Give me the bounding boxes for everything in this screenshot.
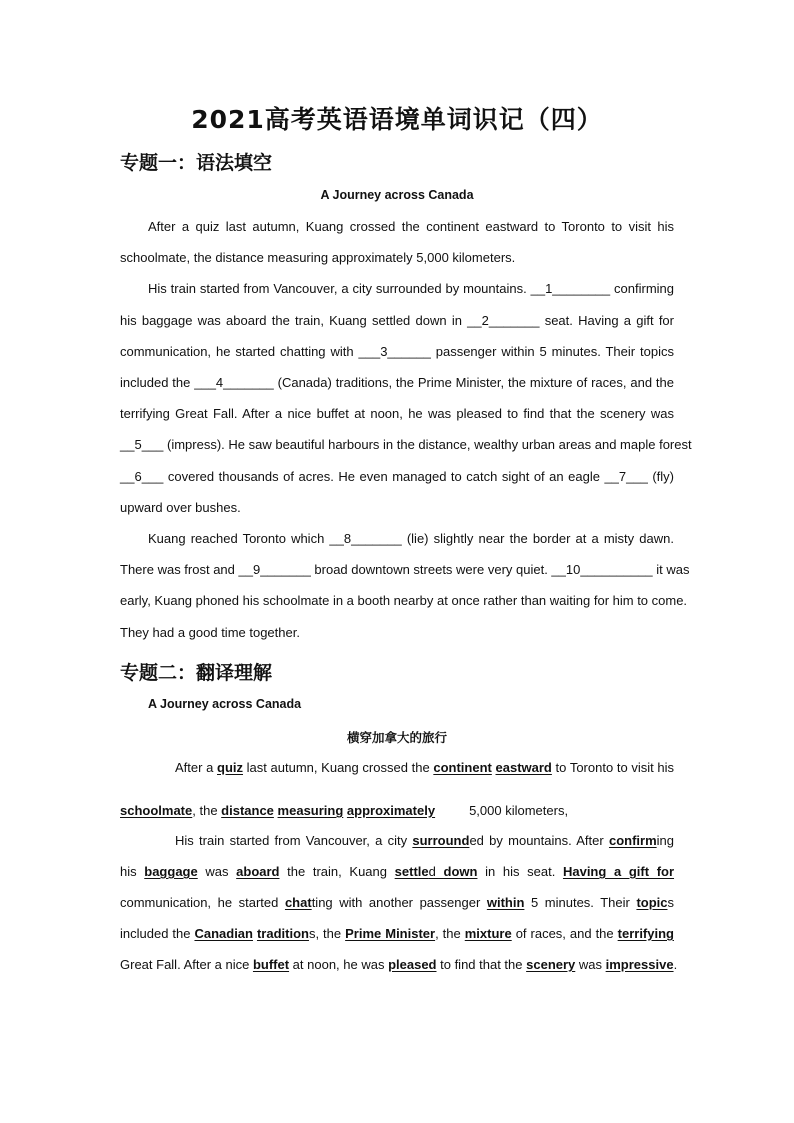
s2-line: included the Canadian traditions, the Prime Minister, the mixture of races, and the terrifying: [120, 926, 674, 941]
s1-line: After a quiz last autumn, Kuang crossed the continent eastward to Toronto to visit his: [148, 219, 674, 234]
s2-line: After a quiz last autumn, Kuang crossed the continent eastward to Toronto to visit his: [175, 760, 674, 775]
s1-line: schoolmate, the distance measuring approximately 5,000 kilometers.: [120, 250, 516, 265]
section2-heading: 专题二：翻译理解: [120, 662, 273, 684]
s2-line: communication, he started chatting with another passenger within 5 minutes. Their topics: [120, 895, 674, 910]
s1-line: included the ___4_______ (Canada) traditions, the Prime Minister, the mixture of races, and the: [120, 375, 674, 390]
section1-subtitle: A Journey across Canada: [320, 188, 474, 202]
document-title: 2021高考英语语境单词识记（四）: [191, 105, 603, 134]
s1-line: early, Kuang phoned his schoolmate in a booth nearby at once rather than waiting for him to come.: [120, 593, 688, 608]
s2-line: his baggage was aboard the train, Kuang settled down in his seat. Having a gift for: [120, 864, 675, 879]
s2-line: Great Fall. After a nice buffet at noon, he was pleased to find that the scenery was impressive.: [120, 957, 678, 972]
s1-line: They had a good time together.: [120, 625, 300, 640]
s2-line: schoolmate, the distance measuring approximately 5,000 kilometers,: [120, 803, 569, 818]
s1-line: __6___ covered thousands of acres. He even managed to catch sight of an eagle __7___ (fly): [120, 469, 674, 484]
s1-line: terrifying Great Fall. After a nice buffet at noon, he was pleased to find that the scenery was: [120, 406, 674, 421]
s1-line: __5___ (impress). He saw beautiful harbours in the distance, wealthy urban areas and maple forest: [120, 437, 692, 452]
s1-line: His train started from Vancouver, a city surrounded by mountains. __1________ confirming: [148, 281, 674, 296]
section2-subtitle: A Journey across Canada: [148, 697, 302, 711]
s1-line: communication, he started chatting with ___3______ passenger within 5 minutes. Their topics: [120, 344, 674, 359]
s1-line: There was frost and __9_______ broad downtown streets were very quiet. __10__________ it was: [120, 562, 690, 577]
s2-line: His train started from Vancouver, a city surrounded by mountains. After confirming: [175, 833, 674, 848]
s1-line: Kuang reached Toronto which __8_______ (lie) slightly near the border at a misty dawn.: [148, 531, 674, 546]
section1-heading: 专题一：语法填空: [120, 152, 273, 174]
s1-line: his baggage was aboard the train, Kuang settled down in __2_______ seat. Having a gift for: [120, 313, 674, 328]
section2-cn-subtitle: 横穿加拿大的旅行: [346, 730, 447, 745]
s1-line: upward over bushes.: [120, 500, 241, 515]
